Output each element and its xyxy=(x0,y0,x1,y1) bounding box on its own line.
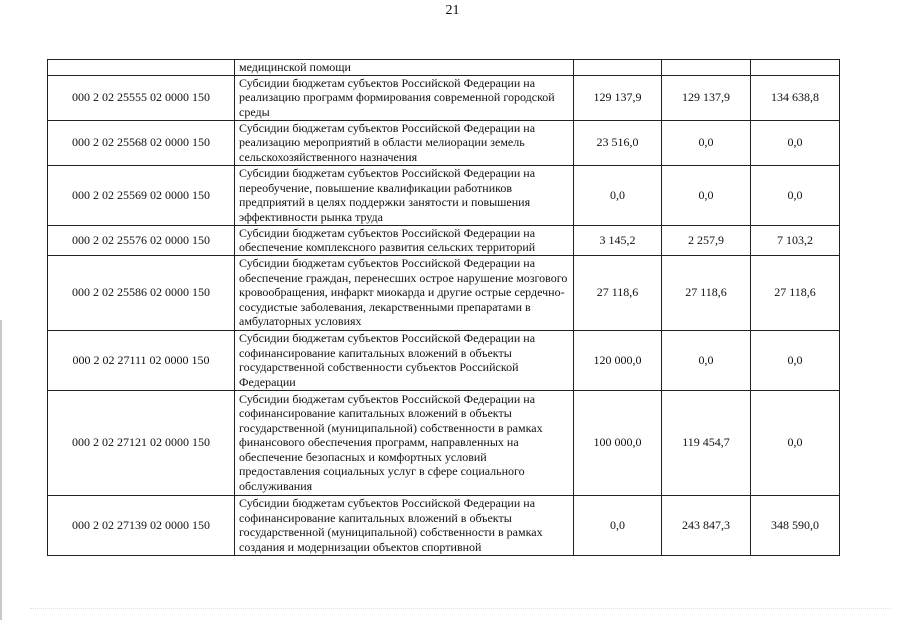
scan-edge-shadow xyxy=(0,320,2,620)
kbk-code-cell: 000 2 02 27121 02 0000 150 xyxy=(48,390,235,495)
amount-year2-cell: 0,0 xyxy=(662,120,751,165)
kbk-code-cell: 000 2 02 25569 02 0000 150 xyxy=(48,165,235,225)
kbk-code-cell: 000 2 02 27139 02 0000 150 xyxy=(48,495,235,555)
table-row xyxy=(48,60,840,76)
page-number: 21 xyxy=(445,3,460,18)
table-row xyxy=(48,225,840,255)
table-row xyxy=(48,120,840,165)
kbk-code-cell: 000 2 02 25555 02 0000 150 xyxy=(48,75,235,120)
amount-year3-cell: 0,0 xyxy=(751,165,840,225)
description-cell: Субсидии бюджетам субъектов Российской Федерации на софинансирование капитальных вложений в объекты государственной собственности субъектов Российской Федерации xyxy=(235,330,574,390)
amount-year2-cell: 2 257,9 xyxy=(662,225,751,255)
amount-year3-cell: 27 118,6 xyxy=(751,255,840,330)
amount-year1-cell xyxy=(574,60,662,76)
kbk-code-cell xyxy=(48,60,235,76)
kbk-code-cell: 000 2 02 25576 02 0000 150 xyxy=(48,225,235,255)
amount-year1-cell: 0,0 xyxy=(574,165,662,225)
description-cell: Субсидии бюджетам субъектов Российской Федерации на реализацию мероприятий в области мелиорации земель сельскохозяйственного назначения xyxy=(235,120,574,165)
amount-year2-cell xyxy=(662,60,751,76)
kbk-code-cell: 000 2 02 25568 02 0000 150 xyxy=(48,120,235,165)
table-row xyxy=(48,390,840,495)
description-cell: Субсидии бюджетам субъектов Российской Федерации на обеспечение комплексного развития сельских территорий xyxy=(235,225,574,255)
scan-artifact-line xyxy=(30,608,890,610)
description-cell: Субсидии бюджетам субъектов Российской Федерации на переобучение, повышение квалификации работников предприятий в целях поддержки занятости и повышения эффективности рынка труда xyxy=(235,165,574,225)
table-row xyxy=(48,75,840,120)
amount-year2-cell: 243 847,3 xyxy=(662,495,751,555)
amount-year1-cell: 100 000,0 xyxy=(574,390,662,495)
kbk-code-cell: 000 2 02 25586 02 0000 150 xyxy=(48,255,235,330)
description-cell: Субсидии бюджетам субъектов Российской Федерации на обеспечение граждан, перенесших острое нарушение мозгового кровообращения, инфаркт миокарда и другие острые сердечно-сосудистые заболевания, лекарственными препаратами в амбулаторных условиях xyxy=(235,255,574,330)
amount-year3-cell: 7 103,2 xyxy=(751,225,840,255)
table-row xyxy=(48,255,840,330)
amount-year2-cell: 0,0 xyxy=(662,165,751,225)
table-row xyxy=(48,330,840,390)
budget-revenue-table xyxy=(47,59,840,556)
amount-year2-cell: 129 137,9 xyxy=(662,75,751,120)
kbk-code-cell: 000 2 02 27111 02 0000 150 xyxy=(48,330,235,390)
amount-year2-cell: 27 118,6 xyxy=(662,255,751,330)
table-row xyxy=(48,165,840,225)
amount-year3-cell: 0,0 xyxy=(751,330,840,390)
amount-year3-cell: 0,0 xyxy=(751,120,840,165)
description-cell: медицинской помощи xyxy=(235,60,574,76)
amount-year2-cell: 0,0 xyxy=(662,330,751,390)
amount-year1-cell: 129 137,9 xyxy=(574,75,662,120)
amount-year3-cell: 0,0 xyxy=(751,390,840,495)
amount-year3-cell xyxy=(751,60,840,76)
amount-year2-cell: 119 454,7 xyxy=(662,390,751,495)
amount-year1-cell: 27 118,6 xyxy=(574,255,662,330)
description-cell: Субсидии бюджетам субъектов Российской Федерации на софинансирование капитальных вложений в объекты государственной (муниципальной) собственности в рамках создания и модернизации объектов спортивной xyxy=(235,495,574,555)
table-row xyxy=(48,495,840,555)
amount-year3-cell: 348 590,0 xyxy=(751,495,840,555)
amount-year1-cell: 120 000,0 xyxy=(574,330,662,390)
amount-year1-cell: 3 145,2 xyxy=(574,225,662,255)
amount-year1-cell: 0,0 xyxy=(574,495,662,555)
description-cell: Субсидии бюджетам субъектов Российской Федерации на софинансирование капитальных вложений в объекты государственной (муниципальной) собственности в рамках финансового обеспечения программ, направленных на обеспечение безопасных и комфортных условий предоставления социальных услуг в сфере социального обслуживания xyxy=(235,390,574,495)
amount-year1-cell: 23 516,0 xyxy=(574,120,662,165)
amount-year3-cell: 134 638,8 xyxy=(751,75,840,120)
description-cell: Субсидии бюджетам субъектов Российской Федерации на реализацию программ формирования современной городской среды xyxy=(235,75,574,120)
